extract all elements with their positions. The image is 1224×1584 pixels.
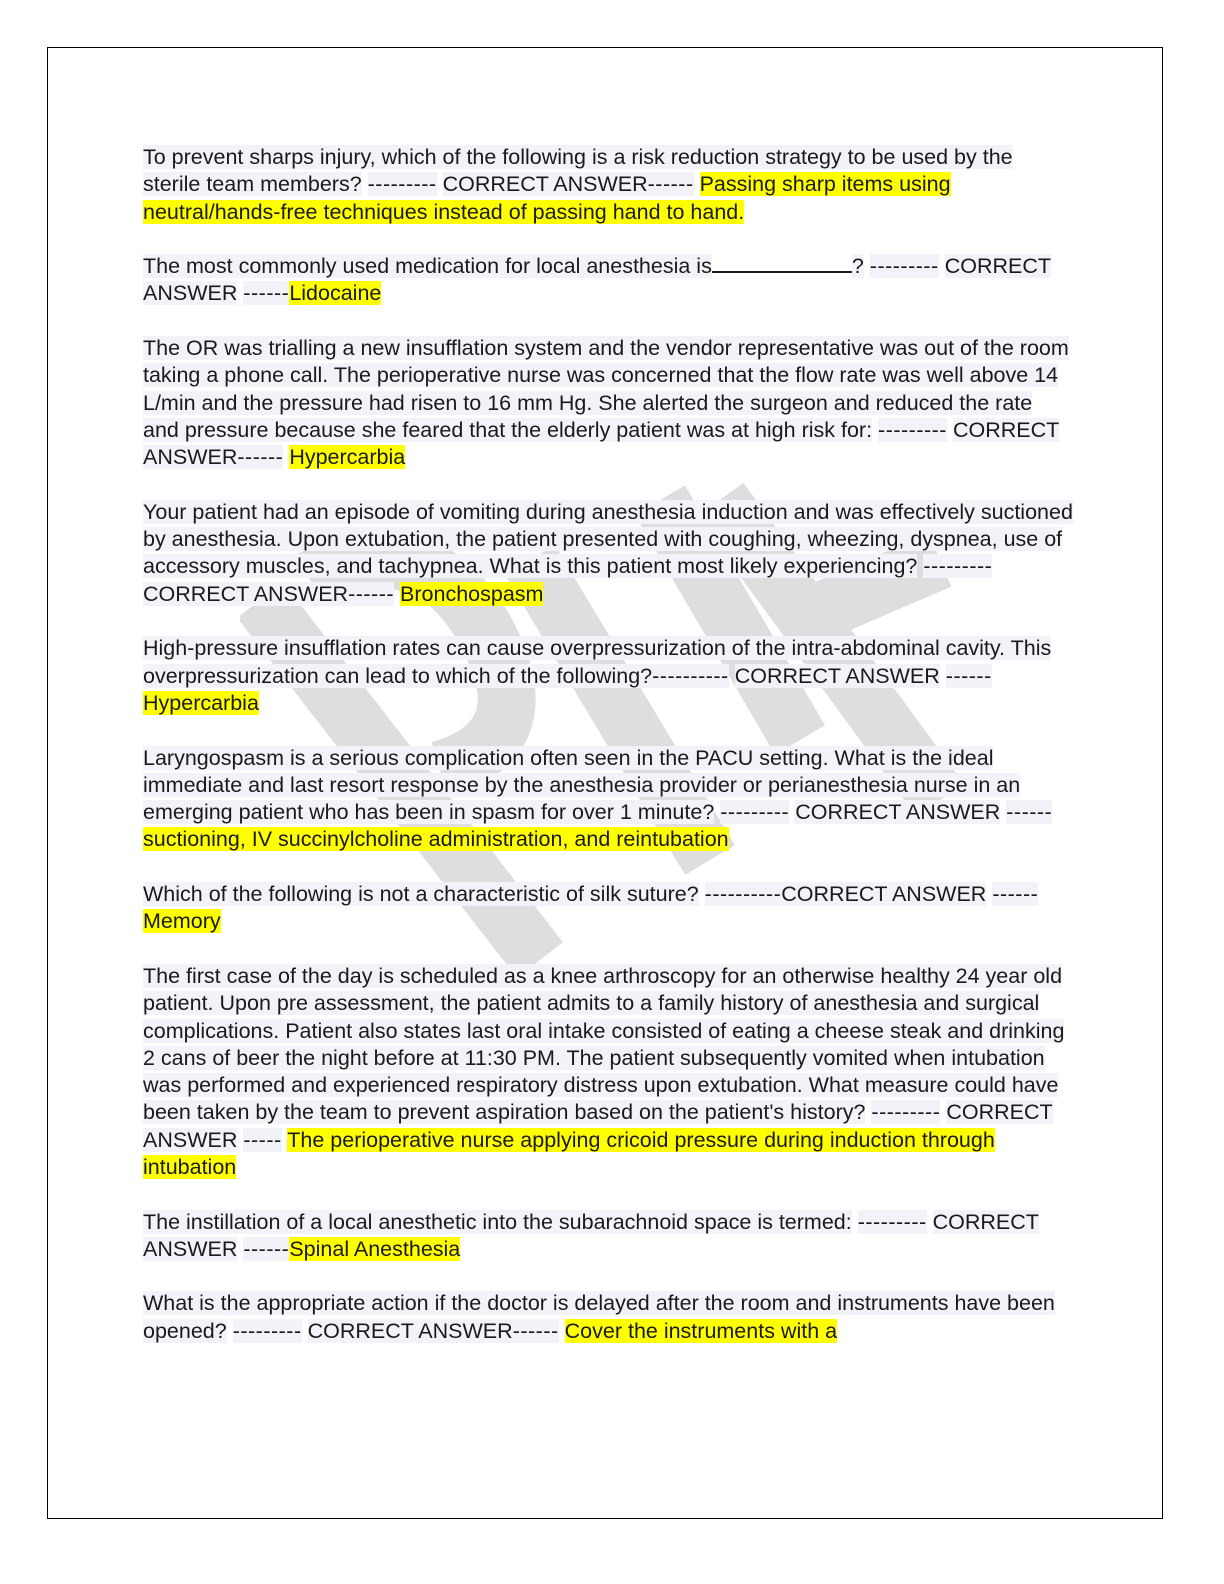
- correct-answer-label: CORRECT ANSWER: [781, 882, 987, 907]
- correct-answer-label: CORRECT ANSWER: [143, 417, 1060, 470]
- question-text: To prevent sharps injury, which of the following is a risk reduction strategy to be used by the sterile team members?: [143, 145, 1013, 197]
- answer-highlight: Memory: [143, 909, 221, 934]
- question-text: The instillation of a local anesthetic into the subarachnoid space is termed:: [143, 1209, 852, 1234]
- qa-item: [143, 963, 1073, 1181]
- qa-item: [143, 1209, 1073, 1264]
- correct-answer-label: CORRECT ANSWER: [143, 1209, 1039, 1261]
- question-text: Your patient had an episode of vomiting during anesthesia induction and was effectively suctioned by anesthesia. Upon extubation, the patient presented with coughing, wheezing, dyspnea, use of accessory muscles, and tachypnea. What is this patient most likely experiencing?: [143, 499, 1073, 579]
- answer-highlight: Passing sharp items using neutral/hands-free techniques instead of passing hand to hand.: [143, 172, 951, 224]
- arrow: -----: [243, 1127, 282, 1152]
- answer-highlight: Bronchospasm: [400, 581, 544, 606]
- question-text: Laryngospasm is a serious complication often seen in the PACU setting. What is the ideal immediate and last resort response by the anesthesia provider or perianesthesia nurse in an emerging patient who has been in spasm for over 1 minute?: [143, 745, 1021, 825]
- separator: ---------: [232, 1318, 302, 1343]
- correct-answer-label: CORRECT ANSWER: [442, 172, 648, 197]
- arrow: ------: [1006, 800, 1053, 825]
- arrow: ------: [647, 172, 694, 197]
- separator: ---------: [720, 800, 790, 825]
- question-text: The OR was trialling a new insufflation system and the vendor representative was out of the room taking a phone call. The perioperative nurse was concerned that the flow rate was well above 14 L/min and the pressure had risen to 16 mm Hg. She alerted the surgeon and reduced the rate and pressure because she feared that the elderly patient was at high risk for:: [143, 336, 1069, 442]
- separator: ---------: [878, 417, 947, 442]
- arrow: ------: [512, 1318, 559, 1343]
- question-suffix: ?: [851, 254, 864, 279]
- answer-highlight: The perioperative nurse applying cricoid pressure during induction through intubation: [143, 1127, 995, 1179]
- qa-item: [143, 745, 1073, 854]
- answer-highlight: Spinal Anesthesia: [289, 1236, 461, 1261]
- answer-highlight: Lidocaine: [289, 281, 382, 306]
- correct-answer-label: CORRECT ANSWER: [307, 1318, 513, 1343]
- qa-item: [143, 253, 1073, 308]
- qa-item: [143, 144, 1073, 226]
- separator: ---------: [857, 1209, 927, 1234]
- answer-highlight: Hypercarbia: [289, 445, 406, 470]
- question-text: What is the appropriate action if the doctor is delayed after the room and instruments have been opened?: [143, 1291, 1055, 1343]
- answer-highlight: suctioning, IV succinylcholine administration, and reintubation: [143, 827, 729, 852]
- separator: ---------: [871, 1100, 941, 1125]
- question-text: High-pressure insufflation rates can cause overpressurization of the intra-abdominal cavity. This overpressurization can lead to which of the following?: [143, 636, 1052, 688]
- arrow: ------: [237, 445, 284, 470]
- correct-answer-label: CORRECT ANSWER: [734, 663, 940, 688]
- separator: ----------: [704, 882, 782, 907]
- qa-item: [143, 499, 1073, 608]
- separator: ---------: [923, 554, 993, 579]
- correct-answer-label: CORRECT ANSWER: [795, 800, 1001, 825]
- fill-in-blank: [712, 253, 852, 273]
- qa-item: [143, 335, 1073, 471]
- question-text: The first case of the day is scheduled as a knee arthroscopy for an otherwise healthy 24 year old patient. Upon pre assessment, the patient admits to a family history of anesthesia and surgical complications. Patient also states last oral intake consisted of eating a cheese steak and drinking 2 cans of beer the night before at 11:30 PM. The patient subsequently vomited when intubation was performed and experienced respiratory distress upon extubation. What measure could have been taken by the team to prevent aspiration based on the patient's history?: [143, 963, 1065, 1125]
- document-body: [143, 144, 1073, 1372]
- arrow: ------: [348, 581, 395, 606]
- correct-answer-label: CORRECT ANSWER: [143, 254, 1052, 306]
- correct-answer-label: CORRECT ANSWER: [143, 1100, 1053, 1152]
- arrow: ------: [243, 281, 290, 306]
- arrow: ------: [945, 663, 992, 688]
- correct-answer-label: CORRECT ANSWER: [143, 581, 349, 606]
- arrow: ------: [243, 1236, 290, 1261]
- separator: ---------: [367, 172, 437, 197]
- question-text: The most commonly used medication for local anesthesia is: [143, 254, 712, 279]
- separator: ---------: [869, 254, 939, 279]
- answer-highlight: Cover the instruments with a: [564, 1318, 838, 1343]
- question-text: Which of the following is not a characteristic of silk suture?: [143, 882, 699, 907]
- answer-highlight: Hypercarbia: [143, 690, 259, 715]
- qa-item: [143, 635, 1073, 717]
- arrow: ------: [992, 882, 1039, 907]
- separator: ----------: [652, 663, 729, 688]
- qa-item: [143, 1290, 1073, 1345]
- qa-item: [143, 881, 1073, 936]
